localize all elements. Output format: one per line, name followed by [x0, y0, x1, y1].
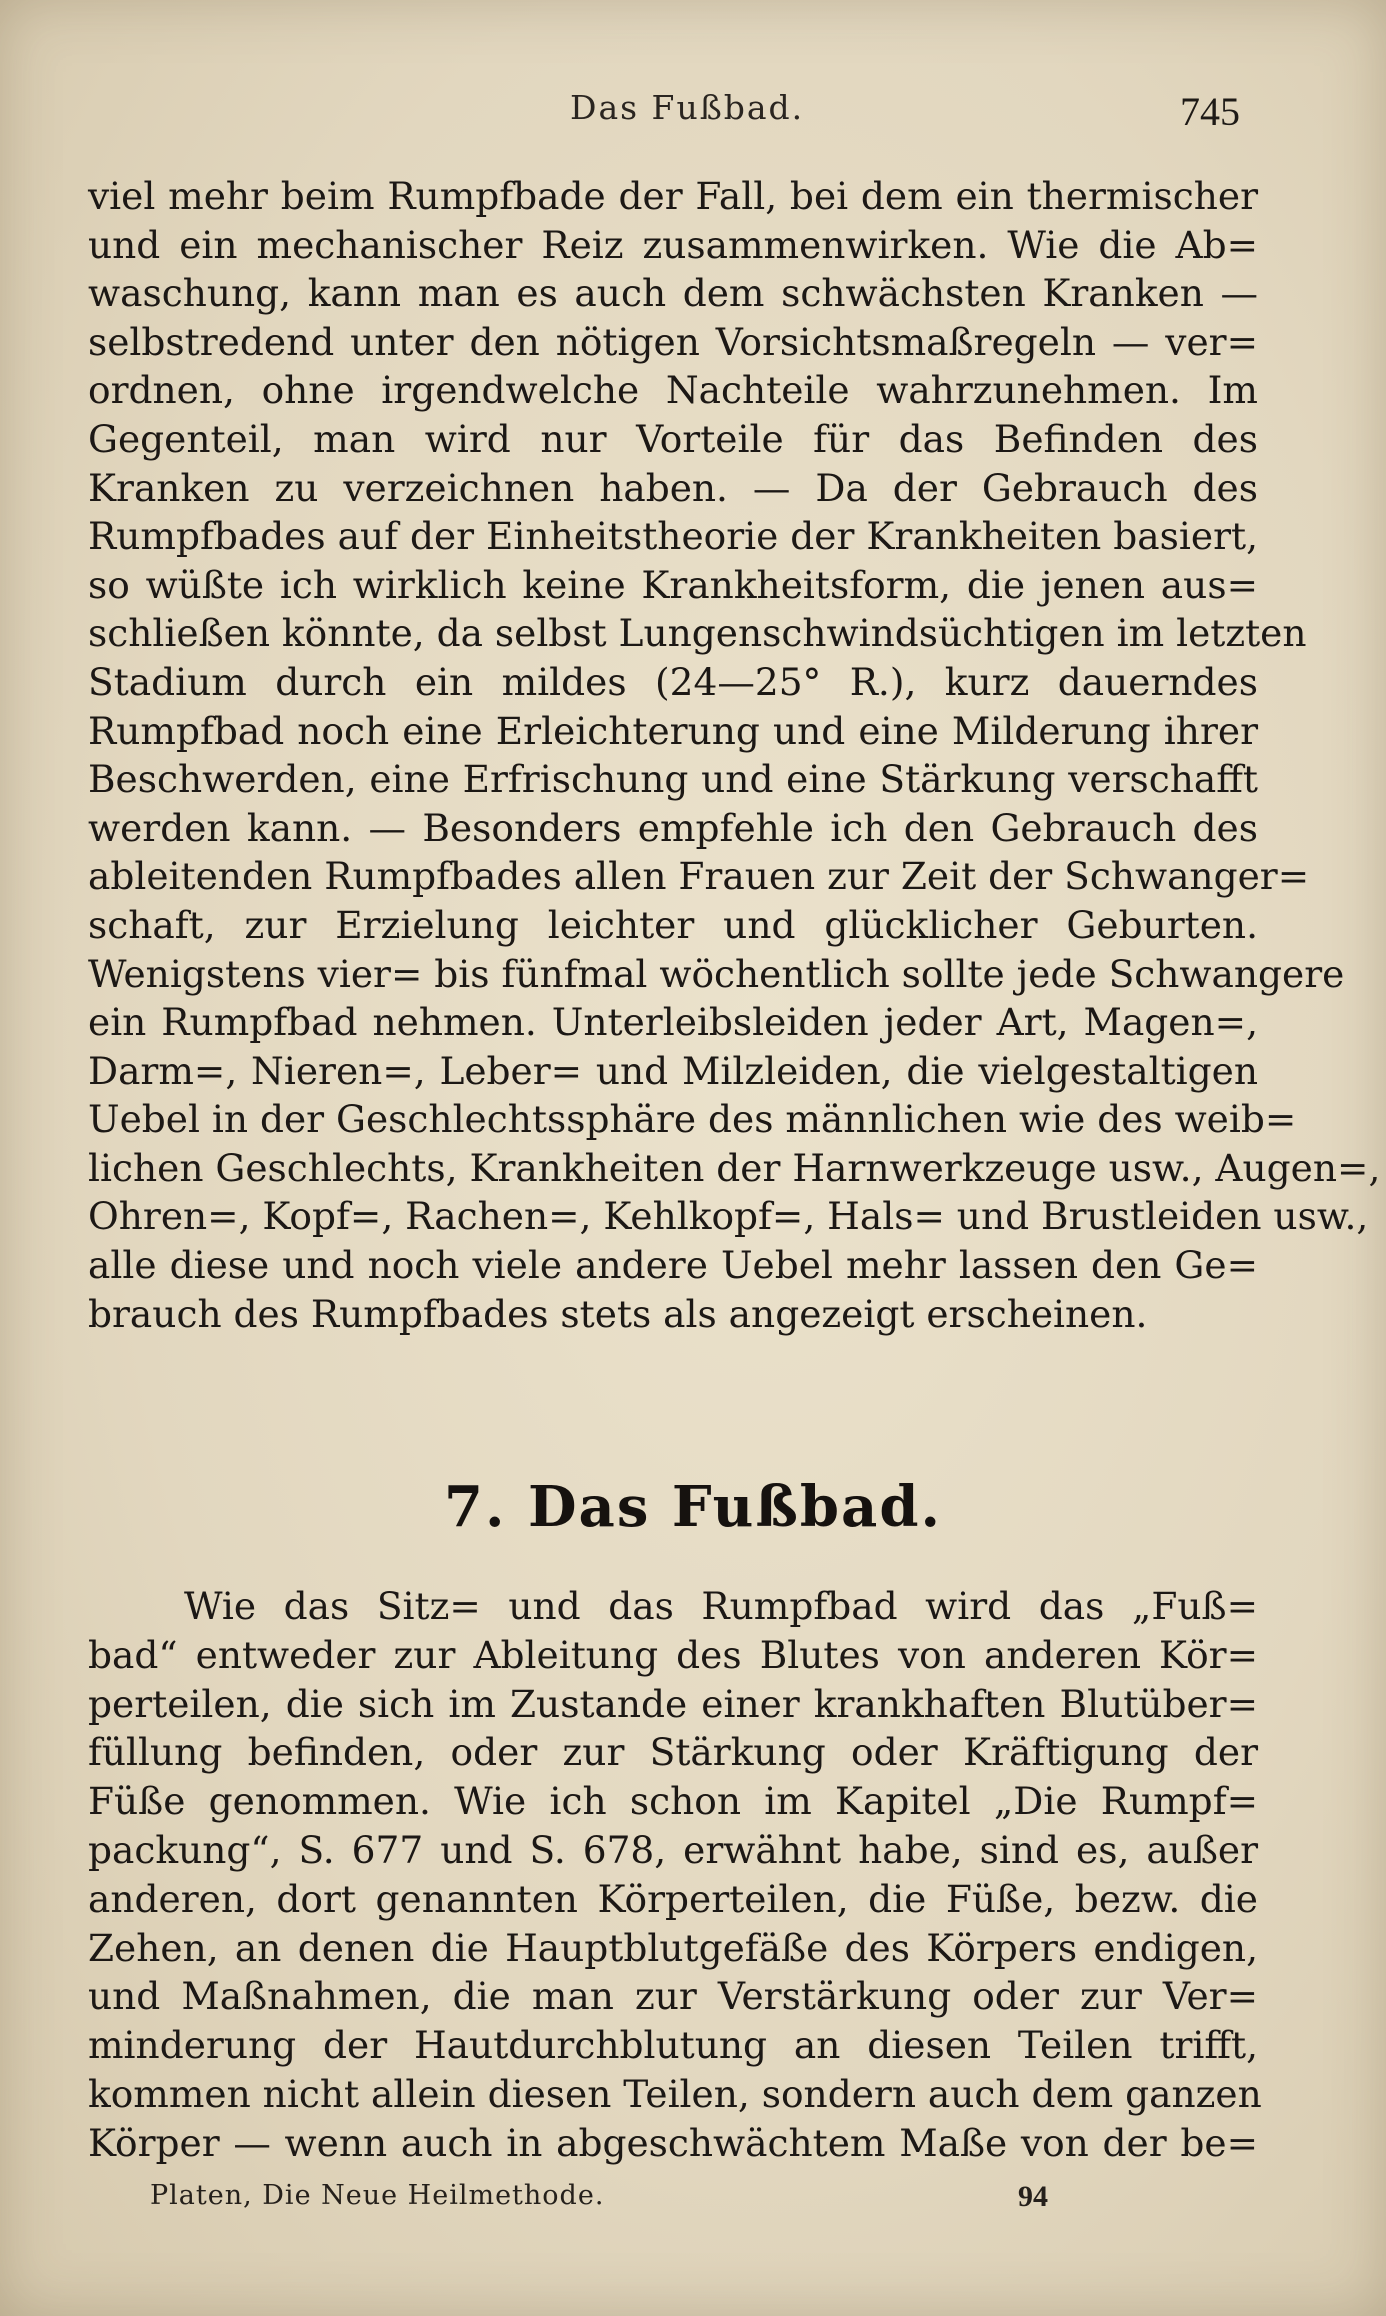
text-line: selbstredend unter den nötigen Vorsichtsmaßregeln — ver= [88, 319, 1258, 364]
paragraph-fussbad [88, 1582, 1262, 2168]
text-line: kommen nicht allein diesen Teilen, sondern auch dem ganzen [88, 2071, 1262, 2116]
text-line: Rumpfbades auf der Einheitstheorie der Krankheiten basiert, [88, 514, 1258, 559]
text-line: ordnen, ohne irgendwelche Nachteile wahrzunehmen. Im [88, 368, 1258, 413]
text-line: ein Rumpfbad nehmen. Unterleibsleiden jeder Art, Magen=, [88, 1000, 1258, 1045]
footer-signature: Platen, Die Neue Heilmethode. [150, 2180, 605, 2211]
text-line: Stadium durch ein mildes (24—25° R.), kurz dauerndes [88, 659, 1258, 704]
signature-mark: 94 [1018, 2180, 1048, 2213]
text-line: so wüßte ich wirklich keine Krankheitsform, die jenen aus= [88, 562, 1258, 607]
text-line: Füße genommen. Wie ich schon im Kapitel „Die Rumpf= [88, 1779, 1258, 1824]
text-line: viel mehr beim Rumpfbade der Fall, bei dem ein thermischer [88, 174, 1258, 218]
section-heading: 7. Das Fußbad. [444, 1474, 942, 1540]
text-line: packung“, S. 677 und S. 678, erwähnt habe, sind es, außer [88, 1827, 1258, 1872]
text-line: Kranken zu verzeichnen haben. — Da der Gebrauch des [88, 465, 1258, 510]
text-line: alle diese und noch viele andere Uebel mehr lassen den Ge= [88, 1243, 1258, 1288]
text-line: Wenigstens vier= bis fünfmal wöchentlich sollte jede Schwangere [88, 951, 1345, 996]
text-line: anderen, dort genannten Körperteilen, die Füße, bezw. die [88, 1876, 1258, 1921]
text-line: und Maßnahmen, die man zur Verstärkung oder zur Ver= [88, 1974, 1258, 2019]
text-line: Rumpfbad noch eine Erleichterung und eine Milderung ihrer [88, 708, 1258, 753]
text-line: brauch des Rumpfbades stets als angezeigt erscheinen. [88, 1291, 1148, 1336]
text-line: Beschwerden, eine Erfrischung und eine Stärkung verschafft [88, 757, 1258, 802]
text-line: Uebel in der Geschlechtssphäre des männlichen wie des weib= [88, 1097, 1297, 1142]
text-line: lichen Geschlechts, Krankheiten der Harnwerkzeuge usw., Augen=, [88, 1145, 1381, 1190]
text-line: Körper — wenn auch in abgeschwächtem Maße von der be= [88, 2120, 1258, 2165]
text-line: und ein mechanischer Reiz zusammenwirken. Wie die Ab= [88, 222, 1258, 267]
text-line: Ohren=, Kopf=, Rachen=, Kehlkopf=, Hals= und Brustleiden usw., [88, 1194, 1369, 1239]
text-line: perteilen, die sich im Zustande einer krankhaften Blutüber= [88, 1681, 1258, 1726]
text-line: Darm=, Nieren=, Leber= und Milzleiden, die vielgestaltigen [88, 1048, 1258, 1093]
text-line: schaft, zur Erzielung leichter und glücklicher Geburten. [88, 902, 1258, 947]
paragraph-continued [88, 172, 1381, 1338]
text-line: werden kann. — Besonders empfehle ich den Gebrauch des [88, 805, 1258, 850]
text-line: bad“ entweder zur Ableitung des Blutes von anderen Kör= [88, 1632, 1258, 1677]
text-line: Gegenteil, man wird nur Vorteile für das Befinden des [88, 416, 1258, 461]
text-line: waschung, kann man es auch dem schwächsten Kranken — [88, 271, 1258, 316]
page-number: 745 [1180, 89, 1240, 134]
text-line: ableitenden Rumpfbades allen Frauen zur Zeit der Schwanger= [88, 854, 1310, 899]
page-footer [0, 2180, 1386, 2224]
text-line: schließen könnte, da selbst Lungenschwindsüchtigen im letzten [88, 611, 1307, 656]
text-line: Zehen, an denen die Hauptblutgefäße des Körpers endigen, [88, 1925, 1258, 1970]
text-line: minderung der Hautdurchblutung an diesen Teilen trifft, [88, 2023, 1258, 2068]
running-head [0, 88, 1386, 140]
running-title: Das Fußbad. [570, 88, 805, 127]
text-line: Wie das Sitz= und das Rumpfbad wird das „Fuß= [184, 1584, 1258, 1628]
text-line: füllung befinden, oder zur Stärkung oder Kräftigung der [88, 1730, 1258, 1775]
